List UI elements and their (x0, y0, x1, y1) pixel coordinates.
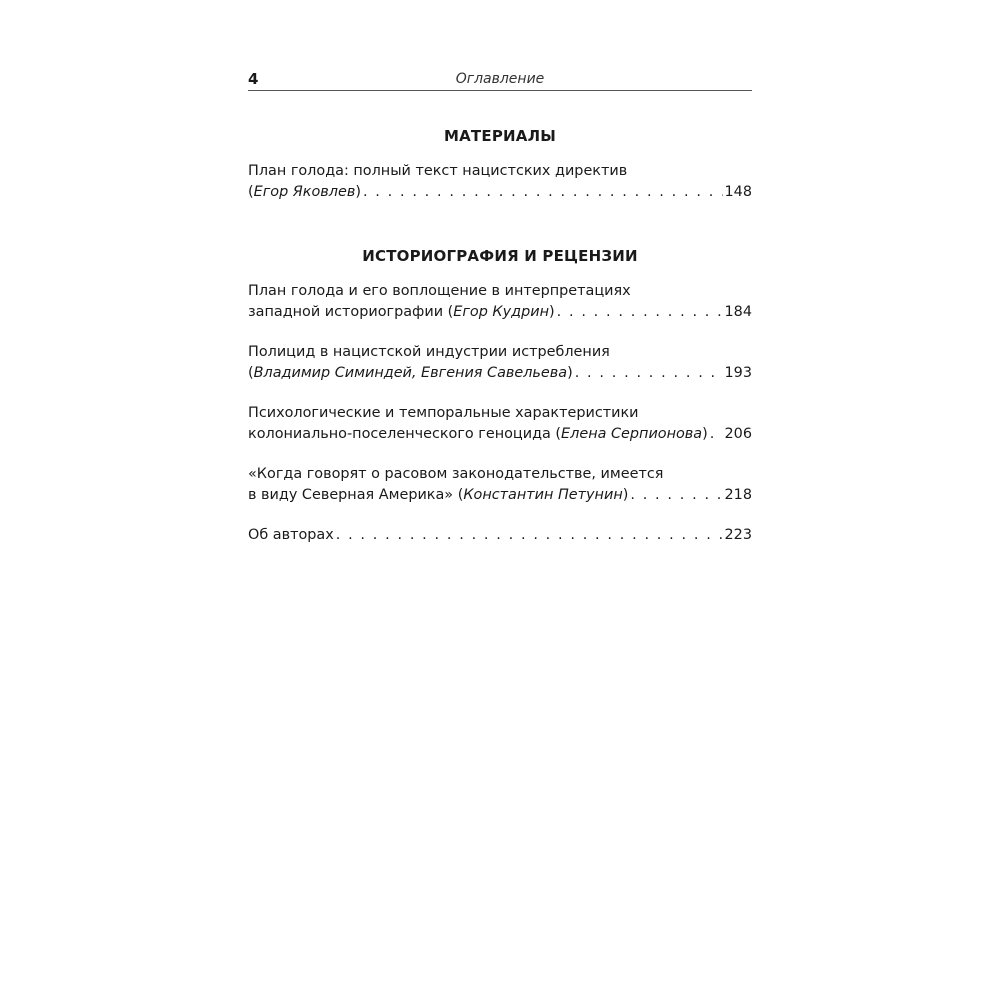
toc-entry-leader-line (248, 485, 752, 506)
toc-entry-leader-line (248, 302, 752, 323)
toc-entry-page: 148 (724, 184, 752, 200)
toc-entry-leader-line (248, 525, 752, 546)
toc-entry-author: Егор Кудрин (453, 304, 549, 320)
toc-entry-credit: (Владимир Симиндей, Евгения Савельева) (248, 365, 573, 381)
toc-entry-credit: колониально-поселенческого геноцида (Елена Серпионова) (248, 426, 708, 442)
toc-entry-author: Владимир Симиндей, Евгения Савельева (253, 365, 568, 381)
section-heading-materials: МАТЕРИАЛЫ (444, 127, 556, 145)
dot-leader (710, 424, 723, 445)
toc-entry-about-authors[interactable] (248, 525, 752, 546)
page-number: 4 (248, 70, 259, 88)
toc-entry[interactable] (248, 281, 752, 323)
running-title: Оглавление (455, 71, 545, 87)
toc-entry-title: Психологические и темпоральные характеристики (248, 405, 639, 421)
section-heading-historiography: ИСТОРИОГРАФИЯ И РЕЦЕНЗИИ (362, 247, 638, 265)
toc-entry[interactable] (248, 464, 752, 506)
toc-entry[interactable] (248, 403, 752, 445)
toc-entry-leader-line (248, 363, 752, 384)
toc-entry-page: 206 (724, 426, 752, 442)
toc-entry-page: 223 (724, 527, 752, 543)
dot-leader (336, 525, 723, 546)
toc-entry-title: Полицид в нацистской индустрии истребления (248, 344, 610, 360)
dot-leader (363, 182, 723, 203)
toc-entry-page: 184 (724, 304, 752, 320)
toc-entry-title: План голода: полный текст нацистских директив (248, 163, 628, 179)
toc-entry-page: 193 (724, 365, 752, 381)
toc-entry-title: «Когда говорят о расовом законодательстве, имеется (248, 466, 664, 482)
dot-leader (575, 363, 723, 384)
running-header (248, 68, 752, 91)
toc-entry-leader-line (248, 424, 752, 445)
dot-leader (557, 302, 723, 323)
toc-page (248, 68, 752, 546)
toc-entry-credit: в виду Северная Америка» (Константин Петунин) (248, 487, 629, 503)
toc-entry-credit: (Егор Яковлев) (248, 184, 361, 200)
toc-entry-author: Константин Петунин (463, 487, 623, 503)
toc-entry-title: План голода и его воплощение в интерпретациях (248, 283, 631, 299)
toc-entry-page: 218 (724, 487, 752, 503)
dot-leader (630, 485, 722, 506)
toc-entry[interactable] (248, 161, 752, 203)
toc-entry[interactable] (248, 342, 752, 384)
toc-entry-author: Елена Серпионова (561, 426, 703, 442)
toc-entry-author: Егор Яковлев (253, 184, 356, 200)
toc-entry-credit: западной историографии (Егор Кудрин) (248, 304, 555, 320)
toc-entry-leader-line (248, 182, 752, 203)
toc-entry-title: Об авторах (248, 527, 334, 543)
